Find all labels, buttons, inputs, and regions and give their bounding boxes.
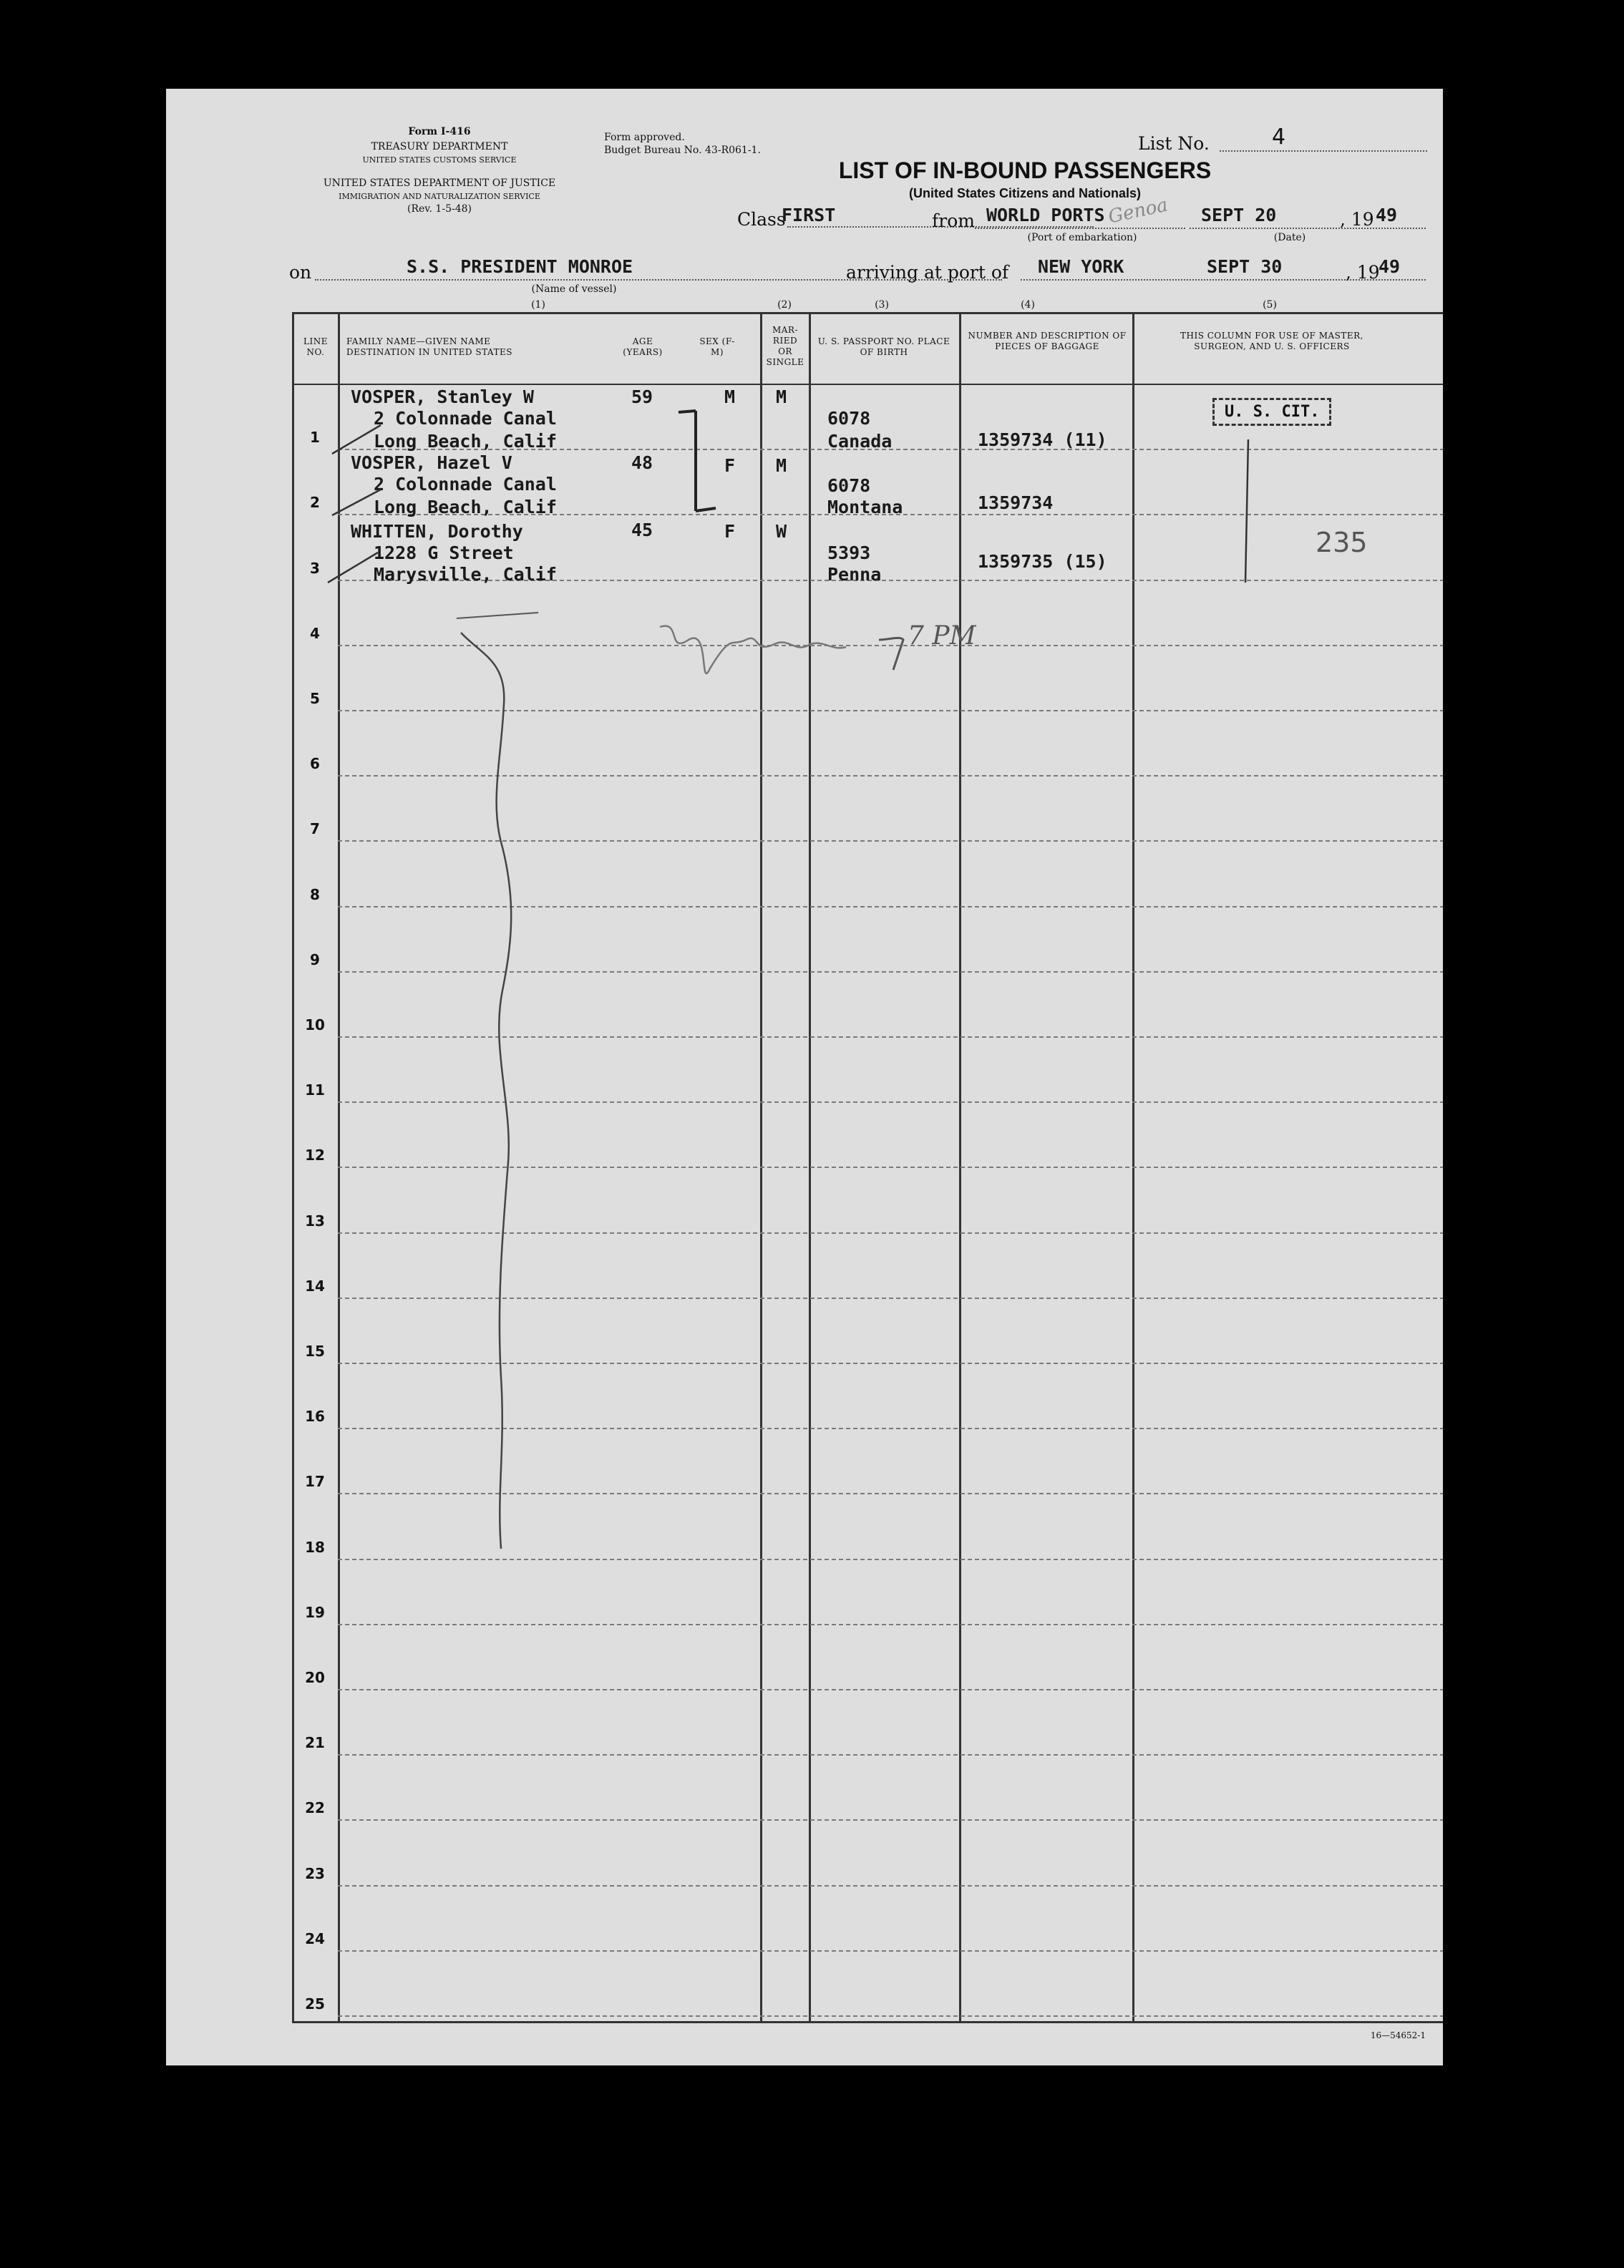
from-label: from [932, 210, 975, 231]
form-revision: (Rev. 1-5-48) [407, 203, 472, 215]
passenger-marital: W [776, 521, 787, 542]
passenger-sex: F [724, 521, 736, 542]
line-number: 20 [305, 1669, 325, 1686]
form-number: Form I-416 [408, 126, 471, 137]
form-approved: Form approved. [604, 132, 685, 143]
line-number: 10 [305, 1016, 325, 1033]
header-baggage: NUMBER AND DESCRIPTION OF PIECES OF BAGGAGE [968, 331, 1127, 351]
line-number: 3 [310, 560, 320, 577]
list-no-value: 4 [1272, 125, 1286, 150]
port-caption: (Port of embarkation) [1027, 232, 1137, 243]
passenger-passport: 6078 [827, 408, 871, 429]
line-number: 6 [310, 755, 320, 772]
line-number: 25 [305, 1995, 325, 2013]
line-number: 8 [310, 886, 320, 903]
passenger-name: VOSPER, Stanley W [351, 386, 534, 407]
passenger-address-1: 1228 G Street [374, 542, 514, 563]
passenger-age: 45 [631, 520, 653, 540]
handwriting-marks [166, 89, 1443, 2065]
passenger-passport: 6078 [827, 475, 871, 496]
header-passport: U. S. PASSPORT NO. PLACE OF BIRTH [817, 336, 950, 357]
from-port: WORLD PORTS [986, 205, 1105, 225]
customs-service: UNITED STATES CUSTOMS SERVICE [362, 155, 517, 165]
from-port-handwritten: Genoa [1106, 194, 1170, 228]
depart-date: SEPT 20 [1201, 205, 1277, 225]
us-citizen-stamp: U. S. CIT. [1212, 398, 1331, 426]
passenger-baggage: 1359734 [978, 492, 1054, 513]
col-number-4: (4) [1021, 299, 1035, 311]
line-number: 4 [310, 625, 320, 642]
line-number: 23 [305, 1865, 325, 1882]
passenger-age: 59 [631, 386, 653, 407]
manifest-sheet [166, 89, 1443, 2065]
passenger-name: WHITTEN, Dorothy [351, 521, 523, 542]
line-number: 5 [310, 690, 320, 707]
ins-service: IMMIGRATION AND NATURALIZATION SERVICE [339, 192, 540, 201]
passenger-passport: 5393 [827, 542, 871, 563]
class-label: Class [737, 209, 786, 230]
line-number: 11 [305, 1081, 325, 1099]
line-number: 24 [305, 1930, 325, 1947]
line-number: 12 [305, 1147, 325, 1164]
passenger-name: VOSPER, Hazel V [351, 452, 512, 473]
line-number: 22 [305, 1799, 325, 1816]
class-value: FIRST [782, 205, 836, 225]
line-number: 1 [310, 429, 320, 446]
officer-number: 235 [1316, 527, 1368, 558]
passenger-marital: M [776, 455, 787, 476]
passenger-address-2: Marysville, Calif [374, 564, 557, 585]
header-name: FAMILY NAME—GIVEN NAME DESTINATION IN UNITED STATES [346, 336, 512, 357]
col-number-2: (2) [777, 299, 792, 311]
line-number: 18 [305, 1539, 325, 1556]
passenger-address-2: Long Beach, Calif [374, 497, 557, 517]
passenger-sex: F [724, 455, 736, 476]
passenger-birthplace: Penna [827, 564, 882, 585]
depart-year-prefix: , 19 [1340, 209, 1374, 230]
arrival-year-prefix: , 19 [1346, 262, 1380, 283]
col-number-5: (5) [1263, 299, 1277, 311]
header-sex: SEX (F-M) [699, 336, 735, 357]
passenger-birthplace: Montana [827, 497, 903, 517]
passenger-age: 48 [631, 452, 653, 473]
header-age: AGE (YEARS) [623, 336, 663, 357]
passenger-marital: M [776, 386, 787, 407]
passenger-baggage: 1359735 (15) [978, 551, 1107, 572]
header-officers: THIS COLUMN FOR USE OF MASTER, SURGEON, AND U. S. OFFICERS [1180, 331, 1363, 351]
vessel-caption: (Name of vessel) [531, 283, 617, 295]
arrival-date: SEPT 30 [1207, 256, 1283, 277]
line-number: 21 [305, 1734, 325, 1751]
arriving-label: arriving at port of [846, 262, 1009, 283]
depart-year: 49 [1376, 205, 1398, 225]
line-number: 14 [305, 1277, 325, 1295]
on-label: on [289, 262, 312, 283]
list-subtitle: (United States Citizens and Nationals) [908, 186, 1142, 200]
col-number-1: (1) [531, 299, 545, 311]
line-number: 2 [310, 494, 320, 511]
passenger-baggage: 1359734 (11) [978, 429, 1107, 450]
treasury-dept: TREASURY DEPARTMENT [371, 141, 508, 152]
passenger-birthplace: Canada [827, 431, 893, 452]
passenger-sex: M [724, 386, 736, 407]
line-number: 13 [305, 1212, 325, 1230]
line-number: 15 [305, 1343, 325, 1360]
vessel-name: S.S. PRESIDENT MONROE [407, 256, 633, 277]
list-title: LIST OF IN-BOUND PASSENGERS [838, 157, 1212, 183]
handwritten-time: 7 PM [908, 621, 976, 651]
passenger-address-1: 2 Colonnade Canal [374, 474, 557, 495]
arrival-year: 49 [1379, 256, 1401, 277]
line-number: 17 [305, 1473, 325, 1490]
print-code: 16—54652-1 [1370, 2030, 1426, 2040]
passenger-address-1: 2 Colonnade Canal [374, 408, 557, 429]
line-number: 16 [305, 1408, 325, 1425]
line-number: 19 [305, 1604, 325, 1621]
passenger-address-2: Long Beach, Calif [374, 431, 557, 452]
line-number: 7 [310, 820, 320, 837]
budget-bureau: Budget Bureau No. 43-R061-1. [604, 145, 761, 156]
date-caption: (Date) [1273, 232, 1306, 243]
justice-dept: UNITED STATES DEPARTMENT OF JUSTICE [323, 177, 556, 189]
header-married: MAR-RIED OR SINGLE [766, 325, 804, 367]
header-line-no: LINE NO. [303, 336, 328, 357]
list-no-label: List No. [1138, 133, 1210, 154]
line-number: 9 [310, 951, 320, 968]
col-number-3: (3) [875, 299, 889, 311]
arrival-port: NEW YORK [1038, 256, 1124, 277]
